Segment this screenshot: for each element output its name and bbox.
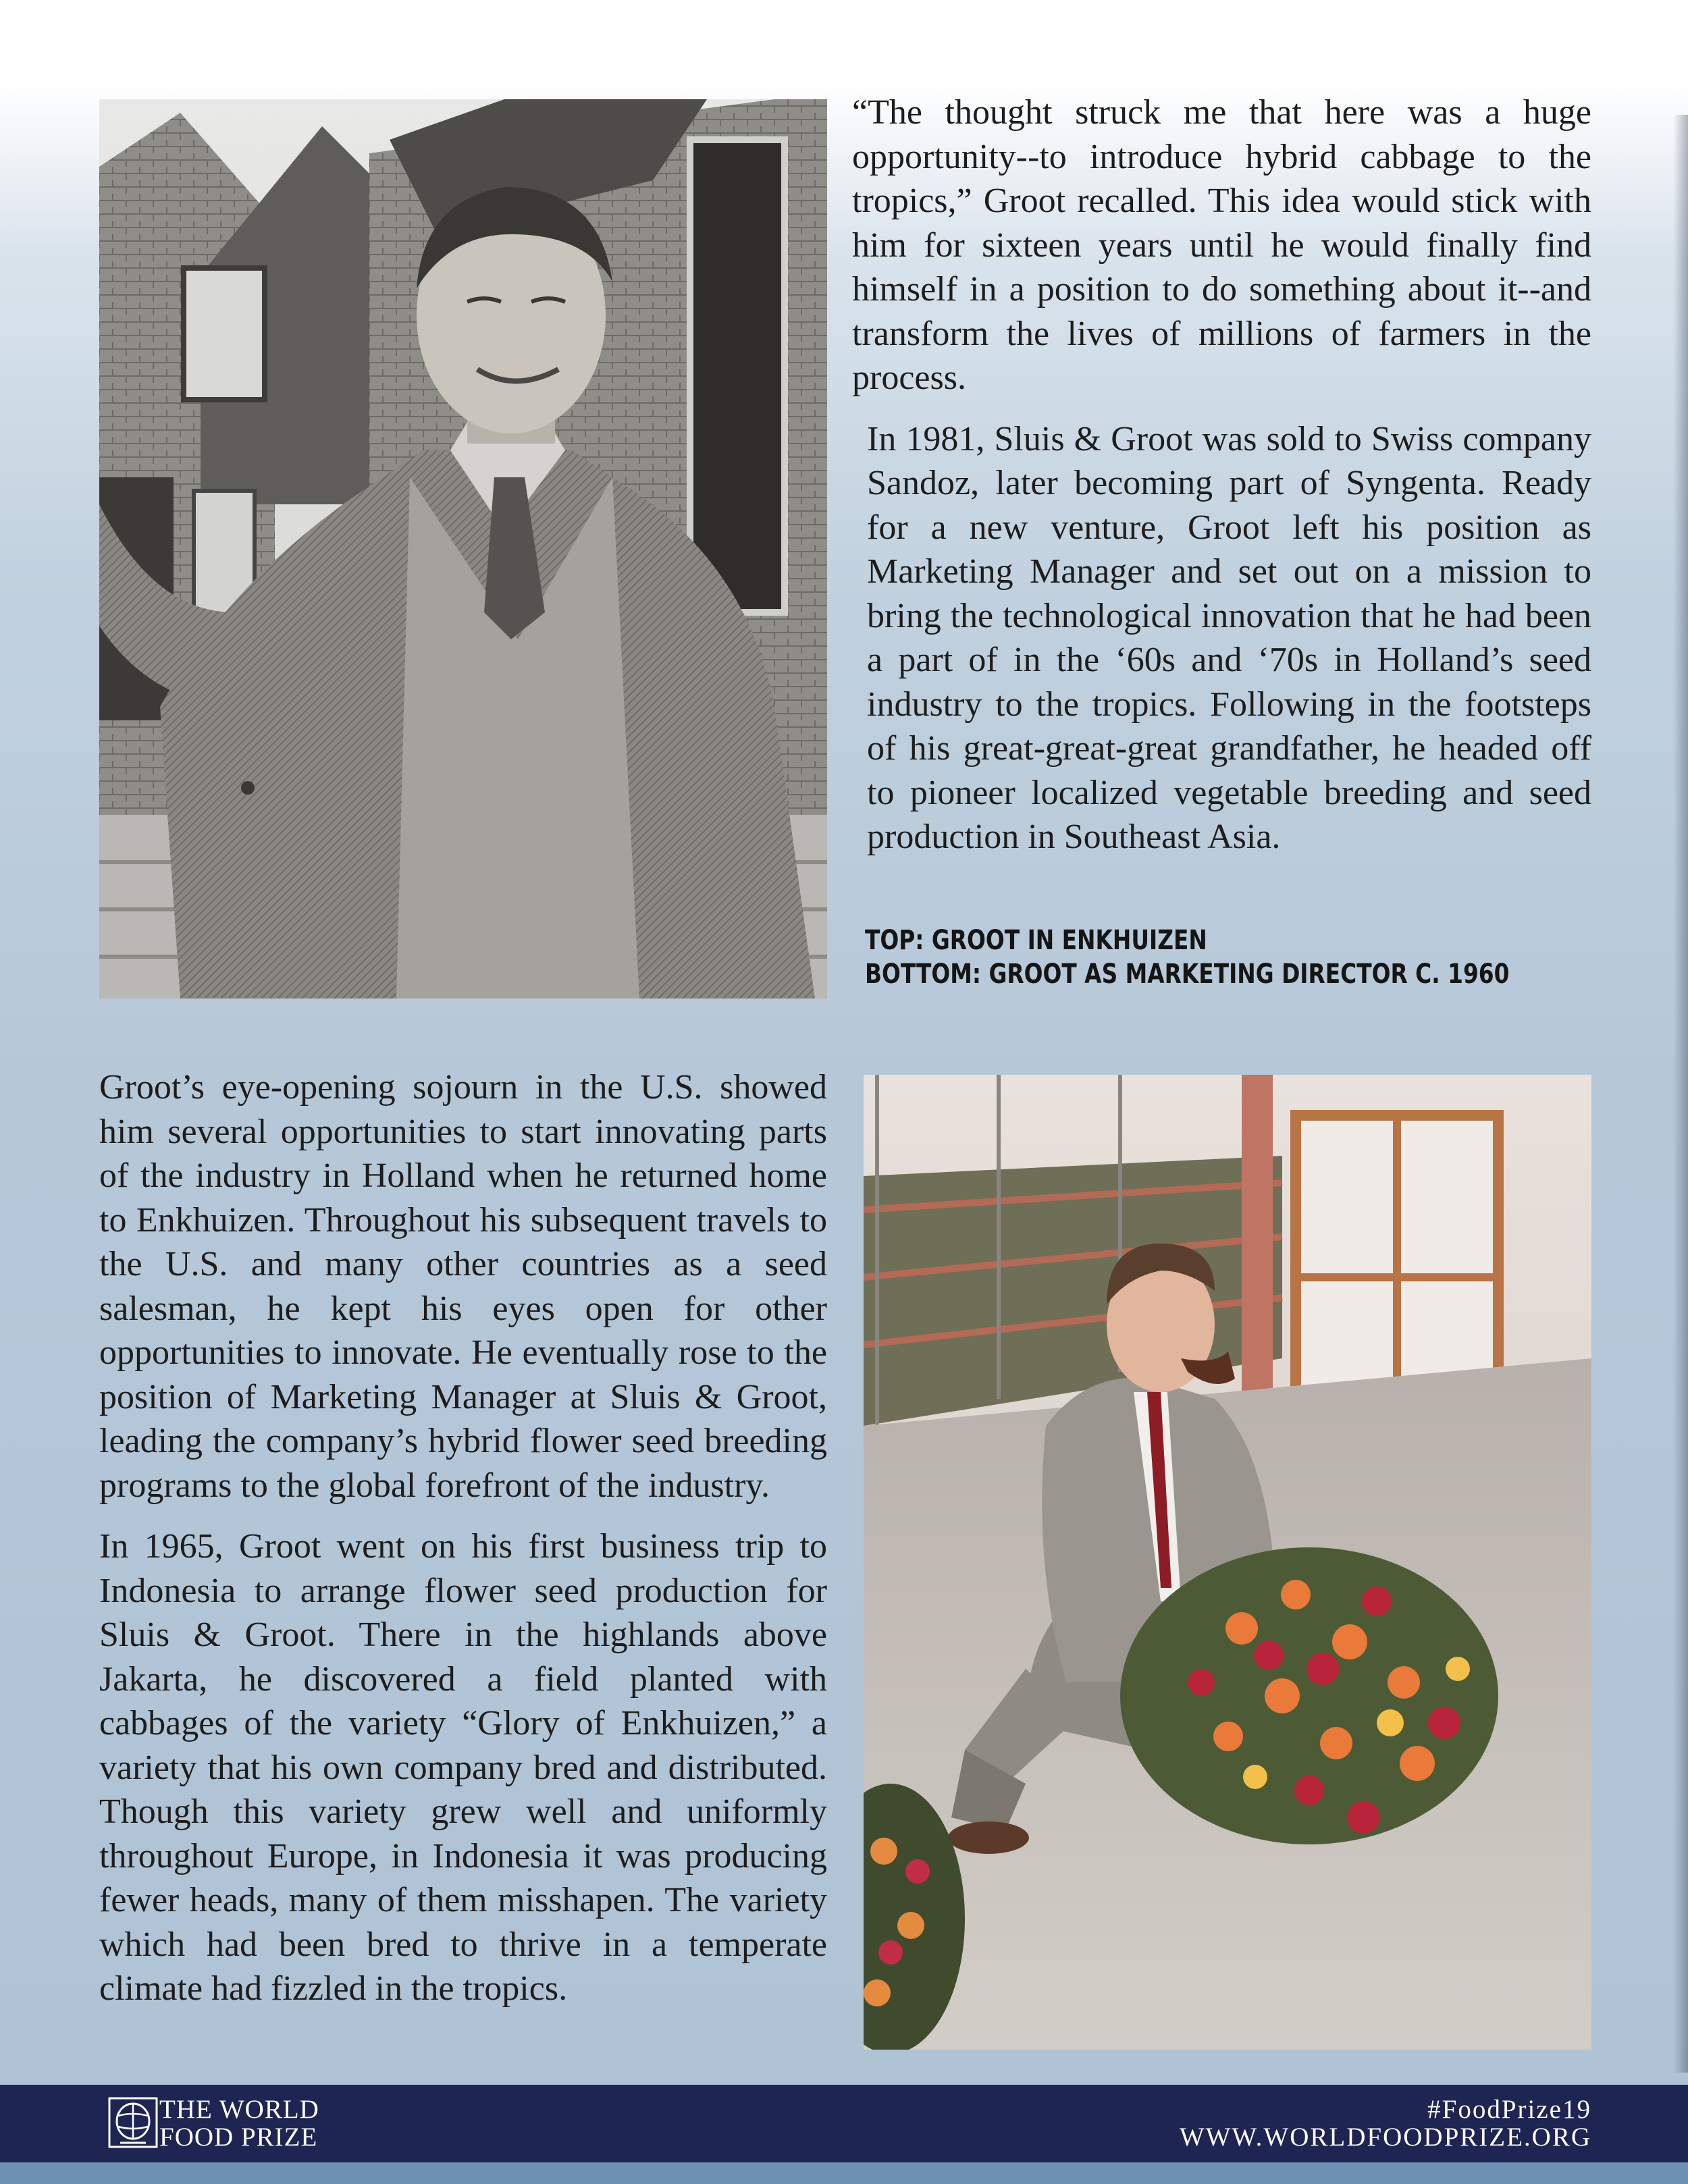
photo-groot-in-enkhuizen — [99, 99, 827, 998]
caption-bottom: BOTTOM: GROOT AS MARKETING DIRECTOR C. 1960 — [865, 959, 1510, 990]
right-paragraph-1: “The thought struck me that here was a huge opportunity--to introduce hybrid cabbage to the tropics,” Groot recalled. This idea would stick with him for sixteen years until he would finally find himself in a position to do something about it--and transform the lives of millions of farmers in the process. — [852, 93, 1591, 397]
left-paragraph-1: Groot’s eye-opening sojourn in the U.S. showed him several opportunities to start innovating parts of the industry in Holland when he returned home to Enkhuizen. Throughout his subsequent travels to the U.S. and many other countries as a seed salesman, he kept his eyes open for other opportunities to innovate. He eventually rose to the position of Marketing Manager at Sluis & Groot, leading the company’s hybrid flower seed breeding programs to the global forefront of the industry. — [99, 1068, 827, 1505]
org-line-1: THE WORLD — [159, 2095, 319, 2124]
world-food-prize-logo-icon — [108, 2097, 158, 2148]
website-link[interactable]: WWW.WORLDFOODPRIZE.ORG — [1179, 2123, 1591, 2152]
right-paragraph-2: In 1981, Sluis & Groot was sold to Swiss company Sandoz, later becoming part of Syngenta. Ready for a new venture, Groot left his position as Marketing Manager and set out on a mission to bring the technological innovation that he had been a part of in the ‘60s and ‘70s in Holland’s seed industry to the tropics. Following in the footsteps of his great-great-great grandfather, he headed off to pioneer localized vegetable breeding and seed production in Southeast Asia. — [867, 419, 1591, 856]
footer-links — [1180, 2096, 1591, 2151]
photo-groot-marketing-director — [864, 1075, 1591, 2050]
caption-top: TOP: GROOT IN ENKHUIZEN — [865, 925, 1207, 956]
right-column-text — [852, 90, 1591, 876]
page-footer — [0, 2085, 1688, 2162]
left-paragraph-2: In 1965, Groot went on his first business trip to Indonesia to arrange flower seed production for Sluis & Groot. There in the highlands above Jakarta, he discovered a field planted with cabbages of the variety “Glory of Enkhuizen,” a variety that his own company bred and distributed. Though this variety grew well and uniformly throughout Europe, in Indonesia it was producing fewer heads, many of them misshapen. The variety which had been bred to thrive in a temperate climate had fizzled in the tropics. — [99, 1527, 827, 2008]
organization-name — [159, 2096, 319, 2151]
left-column-text — [99, 1065, 827, 2028]
hashtag: #FoodPrize19 — [1427, 2095, 1591, 2124]
org-line-2: FOOD PRIZE — [159, 2123, 318, 2152]
photo-captions — [865, 924, 1510, 991]
page-edge-shadow — [1673, 115, 1688, 2073]
footer-bottom-strip — [0, 2162, 1688, 2184]
